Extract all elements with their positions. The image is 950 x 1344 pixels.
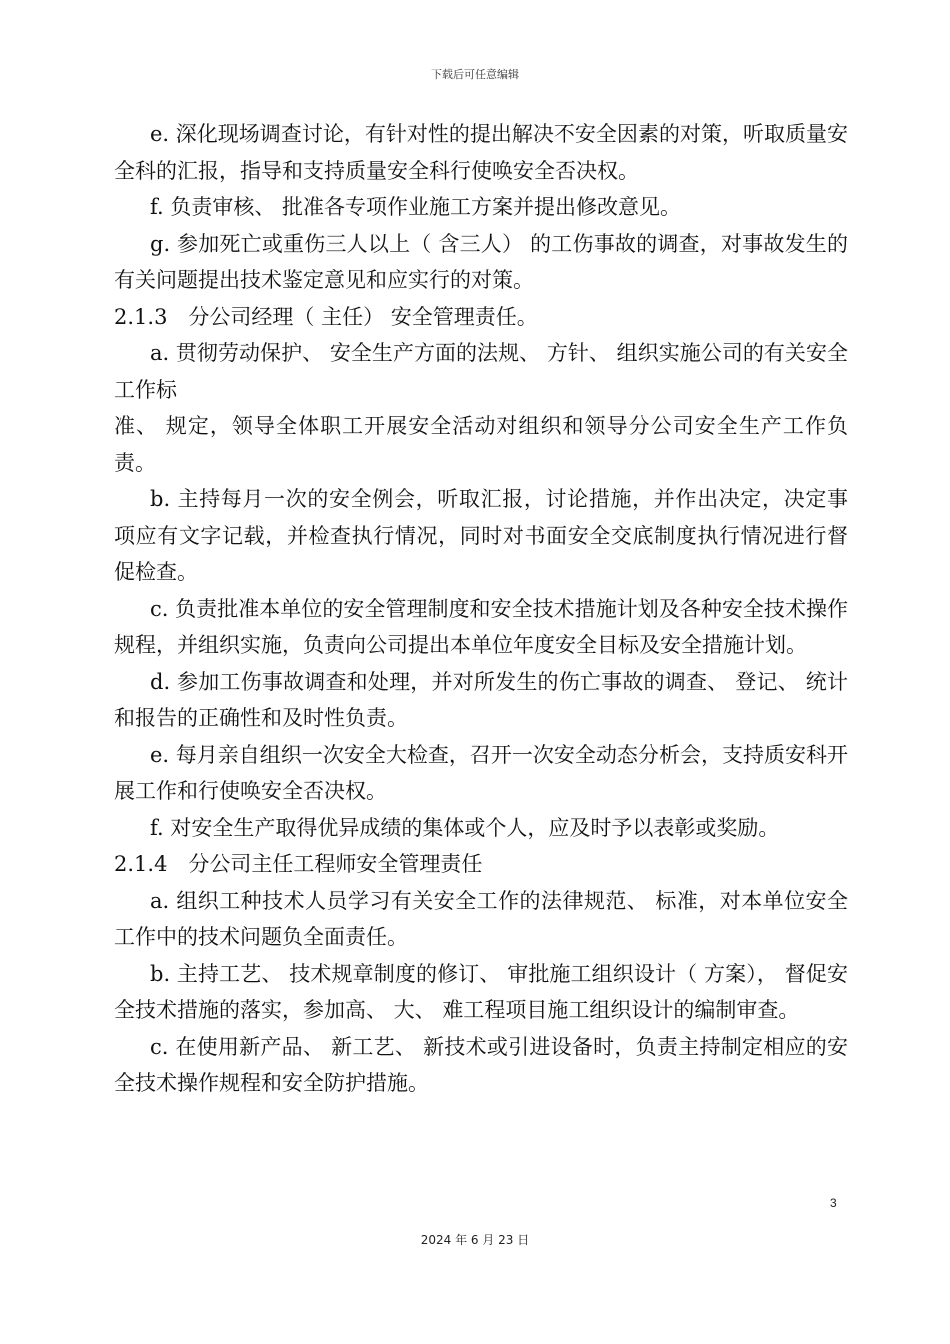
paragraph-1: f. 负责审核、 批准各专项作业施工方案并提出修改意见。 (150, 195, 682, 219)
section-heading-2-1-4: 2.1.4 分公司主任工程师安全管理责任 (114, 852, 483, 876)
section-heading-2-1-3: 2.1.3 分公司经理（ 主任） 安全管理责任。 (114, 304, 538, 329)
paragraph-0: e. 深化现场调查讨论，有针对性的提出解决不安全因素的对策，听取质量安全科的汇报，指导和支持质量安全科行使唤安全否决权。 (114, 122, 848, 183)
paragraph-7: c. 负责批准本单位的安全管理制度和安全技术措施计划及各种安全技术操作规程，并组织实施，负责向公司提出本单位年度安全目标及安全措施计划。 (114, 596, 848, 657)
paragraph-5: 准、 规定，领导全体职工开展安全活动对组织和领导分公司安全生产工作负责。 (114, 414, 848, 475)
paragraph-9: e. 每月亲自组织一次安全大检查，召开一次安全动态分析会，支持质安科开展工作和行使唤安全否决权。 (114, 742, 848, 803)
paragraph-12: a. 组织工种技术人员学习有关安全工作的法律规范、 标准，对本单位安全工作中的技术问题负全面责任。 (114, 888, 848, 949)
paragraph-10: f. 对安全生产取得优异成绩的集体或个人，应及时予以表彰或奖励。 (150, 815, 780, 840)
paragraph-2: g. 参加死亡或重伤三人以上（ 含三人） 的工伤事故的调查，对事故发生的有关问题提出技术鉴定意见和应实行的对策。 (114, 231, 848, 292)
page-header: 下载后可任意编辑 (431, 68, 519, 81)
document-body (114, 116, 848, 1102)
paragraph-4: a. 贯彻劳动保护、 安全生产方面的法规、 方针、 组织实施公司的有关安全工作标 (114, 341, 848, 402)
paragraph-6: b. 主持每月一次的安全例会，听取汇报，讨论措施，并作出决定，决定事项应有文字记载，并检查执行情况，同时对书面安全交底制度执行情况进行督促检查。 (114, 487, 848, 584)
page-footer-date: 2024 年 6 月 23 日 (420, 1233, 530, 1247)
paragraph-14: c. 在使用新产品、 新工艺、 新技术或引进设备时，负责主持制定相应的安全技术操作规程和安全防护措施。 (114, 1034, 848, 1095)
paragraph-8: d. 参加工伤事故调查和处理，并对所发生的伤亡事故的调查、 登记、 统计和报告的正确性和及时性负责。 (114, 669, 848, 730)
page-number: 3 (830, 1196, 837, 1210)
paragraph-13: b. 主持工艺、 技术规章制度的修订、 审批施工组织设计（ 方案）， 督促安全技术措施的落实，参加高、 大、 难工程项目施工组织设计的编制审查。 (114, 961, 848, 1022)
